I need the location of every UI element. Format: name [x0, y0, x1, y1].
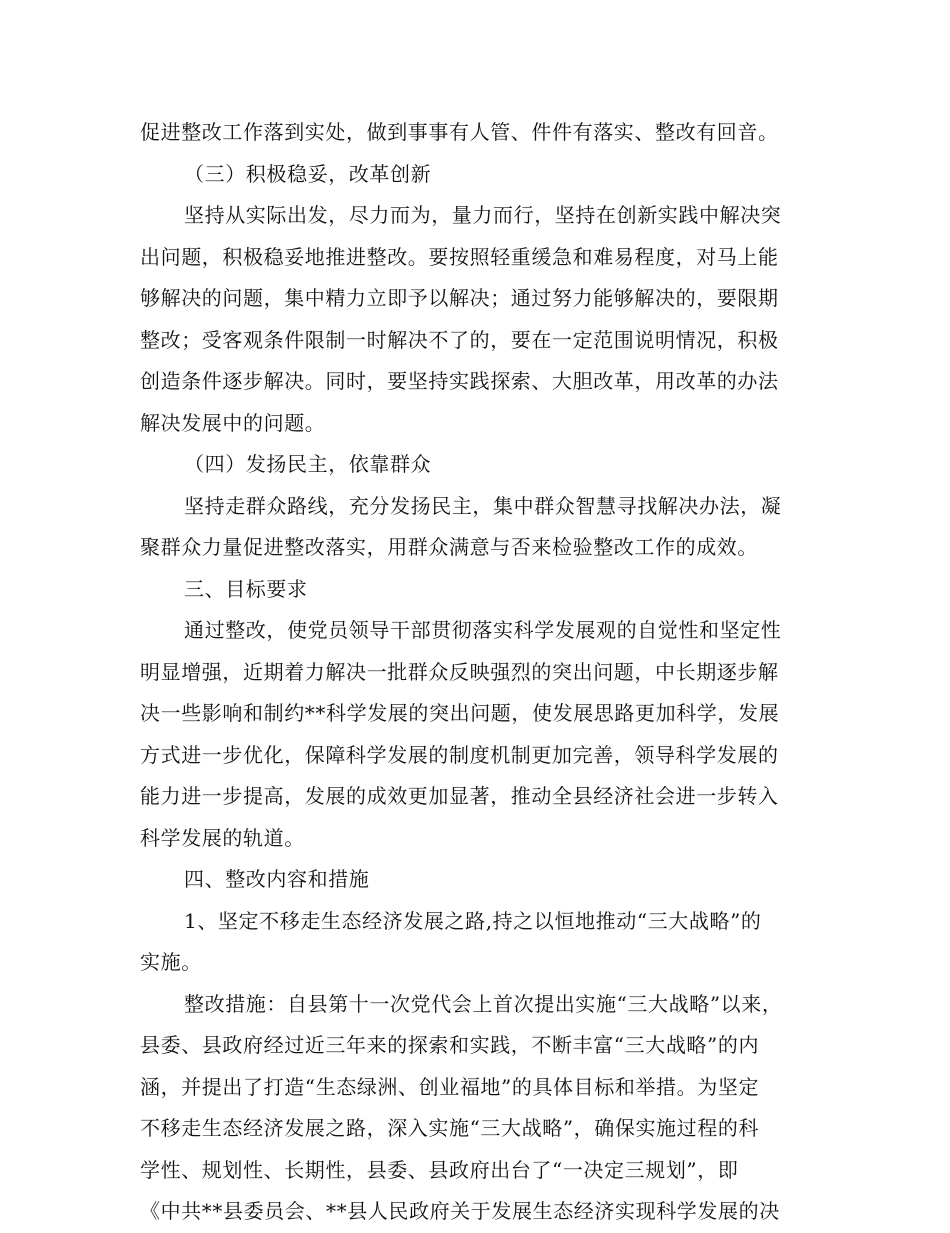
section-heading: 四、整改内容和措施 [184, 867, 370, 891]
text-line: 不移走生态经济发展之路，深入实施“三大战略”，确保实施过程的科 [140, 1116, 760, 1140]
text-line: 够解决的问题，集中精力立即予以解决；通过努力能够解决的，要限期 [140, 286, 779, 310]
text-line: 学性、规划性、长期性，县委、县政府出台了“一决定三规划”，即 [140, 1157, 739, 1182]
text-line: 决一些影响和制约**科学发展的突出问题，使发展思路更加科学，发展 [140, 701, 780, 725]
section-heading: （四）发扬民主，依靠群众 [184, 452, 432, 476]
text-line: 涵，并提出了打造“生态绿洲、创业福地”的具体目标和举措。为坚定 [140, 1074, 760, 1099]
text-line: 1、坚定不移走生态经济发展之路,持之以恒地推动“三大战略”的 [184, 908, 762, 933]
text-line: 出问题，积极稳妥地推进整改。要按照轻重缓急和难易程度，对马上能 [140, 244, 779, 269]
text-line: 整改措施：自县第十一次党代会上首次提出实施“三大战略”以来， [184, 991, 783, 1016]
text-line: 创造条件逐步解决。同时，要坚持实践探索、大胆改革，用改革的办法 [140, 369, 779, 393]
text-line: 聚群众力量促进整改落实，用群众满意与否来检验整改工作的成效。 [140, 535, 758, 559]
text-line: 能力进一步提高，发展的成效更加显著，推动全县经济社会进一步转入 [140, 784, 779, 808]
text-line: 《中共**县委员会、**县人民政府关于发展生态经济实现科学发展的决 [140, 1199, 780, 1223]
text-line: 促进整改工作落到实处，做到事事有人管、件件有落实、整改有回音。 [140, 120, 779, 144]
text-line: 县委、县政府经过近三年来的探索和实践，不断丰富“三大战略”的内 [140, 1033, 760, 1057]
section-heading: （三）积极稳妥，改革创新 [184, 161, 432, 186]
text-line: 解决发展中的问题。 [140, 410, 326, 435]
section-heading: 三、目标要求 [184, 576, 308, 601]
text-line: 实施。 [140, 950, 202, 974]
text-line: 方式进一步优化，保障科学发展的制度机制更加完善，领导科学发展的 [140, 742, 779, 767]
text-line: 坚持从实际出发，尽力而为，量力而行，坚持在创新实践中解决突 [184, 203, 782, 227]
text-line: 科学发展的轨道。 [140, 825, 305, 850]
text-line: 通过整改，使党员领导干部贯彻落实科学发展观的自觉性和坚定性 [184, 618, 782, 642]
text-line: 坚持走群众路线，充分发扬民主，集中群众智慧寻找解决办法，凝 [184, 493, 782, 518]
text-line: 明显增强，近期着力解决一批群众反映强烈的突出问题，中长期逐步解 [140, 659, 779, 684]
text-line: 整改；受客观条件限制一时解决不了的，要在一定范围说明情况，积极 [140, 327, 779, 352]
document-body [140, 112, 820, 1233]
